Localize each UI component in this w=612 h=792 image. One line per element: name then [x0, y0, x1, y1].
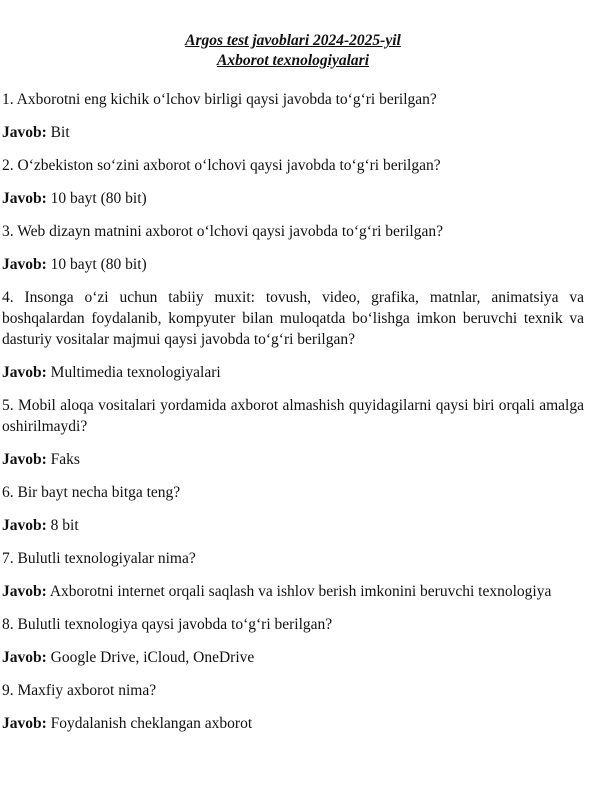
answer-text: Faks: [50, 451, 80, 468]
question-item: [2, 155, 584, 209]
answer-text: 10 bayt (80 bit): [50, 190, 147, 207]
question-item: [2, 221, 584, 275]
question-text: 5. Mobil aloqa vositalari yordamida axborot almashish quyidagilarni qaysi biri orqali amalga oshirilmaydi?: [2, 397, 584, 435]
question-text: 8. Bulutli texnologiya qaysi javobda to‘g‘ri berilgan?: [2, 616, 333, 633]
answer-text: Axborotni internet orqali saqlash va ishlov berish imkonini beruvchi texnologiya: [49, 583, 552, 600]
question-item: [2, 680, 584, 734]
question-item: [2, 614, 584, 668]
question-list: [2, 89, 584, 734]
answer-line: [2, 581, 584, 602]
answer-line: [2, 515, 584, 536]
question-item: [2, 548, 584, 602]
document-subtitle: Axborot texnologiyalari: [217, 52, 369, 69]
question-text: 6. Bir bayt necha bitga teng?: [2, 484, 181, 501]
answer-label: Javob:: [2, 649, 47, 666]
answer-text: 8 bit: [50, 517, 79, 534]
answer-label: Javob:: [2, 517, 47, 534]
answer-label: Javob:: [2, 451, 47, 468]
answer-text: Bit: [50, 124, 70, 141]
answer-line: [2, 362, 584, 383]
answer-text: Multimedia texnologiyalari: [50, 364, 221, 381]
answer-text: Foydalanish cheklangan axborot: [50, 715, 253, 732]
question-text: 7. Bulutli texnologiyalar nima?: [2, 550, 196, 567]
question-item: [2, 89, 584, 143]
answer-line: [2, 647, 584, 668]
answer-label: Javob:: [2, 124, 47, 141]
question-text: 3. Web dizayn matnini axborot o‘lchovi qaysi javobda to‘g‘ri berilgan?: [2, 223, 443, 240]
question-item: [2, 395, 584, 470]
question-text: 2. O‘zbekiston so‘zini axborot o‘lchovi qaysi javobda to‘g‘ri berilgan?: [2, 157, 441, 174]
answer-line: [2, 122, 584, 143]
question-text: 9. Maxfiy axborot nima?: [2, 682, 157, 699]
answer-line: [2, 713, 584, 734]
answer-label: Javob:: [2, 715, 47, 732]
question-text: 1. Axborotni eng kichik o‘lchov birligi qaysi javobda to‘g‘ri berilgan?: [2, 91, 437, 108]
question-item: [2, 482, 584, 536]
answer-label: Javob:: [2, 364, 47, 381]
document-title: Argos test javoblari 2024-2025-yil: [185, 32, 401, 49]
answer-line: [2, 254, 584, 275]
answer-label: Javob:: [2, 583, 47, 600]
answer-line: [2, 449, 584, 470]
answer-text: Google Drive, iCloud, OneDrive: [50, 649, 255, 666]
answer-label: Javob:: [2, 256, 47, 273]
answer-label: Javob:: [2, 190, 47, 207]
answer-text: 10 bayt (80 bit): [50, 256, 147, 273]
question-item: [2, 287, 584, 383]
document-header: [2, 0, 584, 71]
answer-line: [2, 188, 584, 209]
question-text: 4. Insonga o‘zi uchun tabiiy muxit: tovush, video, grafika, matnlar, animatsiya va boshqalardan foydalanib, kompyuter bilan muloqatda bo‘lishga imkon beruvchi texnik va dasturiy vositalar majmui qaysi javobda to‘g‘ri berilgan?: [2, 289, 584, 348]
